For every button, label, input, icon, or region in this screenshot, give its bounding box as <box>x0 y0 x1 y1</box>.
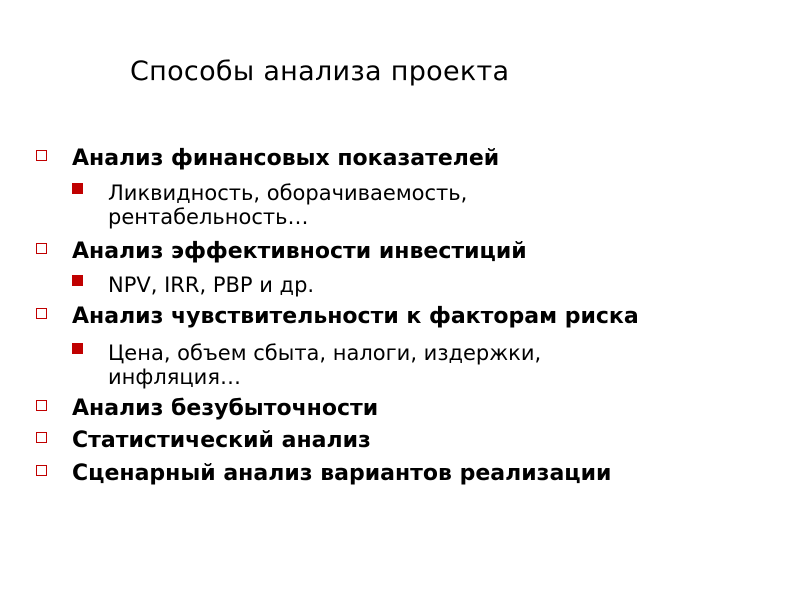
hollow-square-bullet-icon <box>36 150 47 161</box>
list-item-label: Сценарный анализ вариантов реализации <box>72 461 612 486</box>
list-item-label: Анализ безубыточности <box>72 396 379 421</box>
list-item-label: Анализ эффективности инвестиций <box>72 239 527 264</box>
sub-item-line-2: рентабельность… <box>108 205 309 229</box>
filled-square-bullet-icon <box>72 275 83 286</box>
hollow-square-bullet-icon <box>36 308 47 319</box>
list-item-label: Анализ чувствительности к факторам риска <box>72 304 639 329</box>
sub-item-line-1: Ликвидность, оборачиваемость, <box>108 181 468 205</box>
list-item-label: Анализ финансовых показателей <box>72 146 500 171</box>
hollow-square-bullet-icon <box>36 243 47 254</box>
hollow-square-bullet-icon <box>36 400 47 411</box>
sub-item-line-1: Цена, объем сбыта, налоги, издержки, <box>108 341 542 365</box>
filled-square-bullet-icon <box>72 343 83 354</box>
hollow-square-bullet-icon <box>36 432 47 443</box>
hollow-square-bullet-icon <box>36 465 47 476</box>
slide-title: Способы анализа проекта <box>130 56 510 87</box>
sub-item-line-1: NPV, IRR, PBP и др. <box>108 273 315 297</box>
filled-square-bullet-icon <box>72 183 83 194</box>
sub-item-line-2: инфляция… <box>108 365 241 389</box>
list-item-label: Статистический анализ <box>72 428 371 453</box>
